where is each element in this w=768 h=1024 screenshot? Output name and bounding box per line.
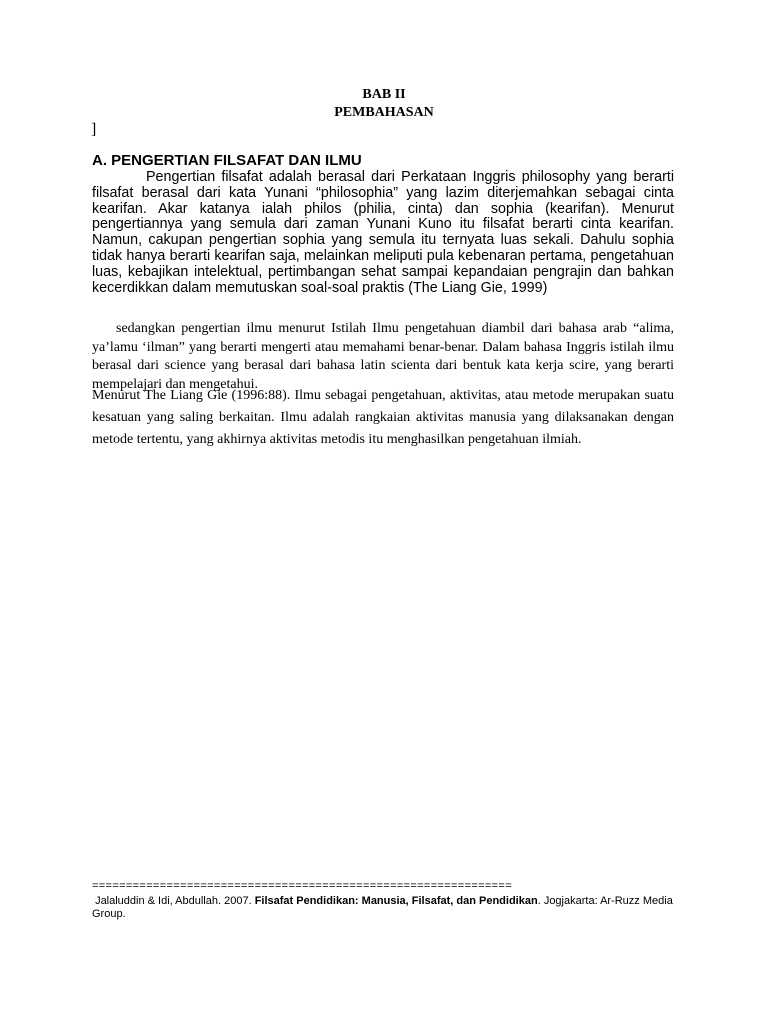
chapter-number: BAB II <box>362 87 406 102</box>
footnote <box>92 895 676 920</box>
paragraph-filsafat: Pengertian filsafat adalah berasal dari Perkataan Inggris philosophy yang berarti filsafat berasal dari kata Yunani “philosophia” yang lazim diterjemahkan sebagai cinta kearifan. Akar katanya ialah philos (philia, cinta) dan sophia (kearifan). Menurut pengertiannya yang semula dari zaman Yunani Kuno itu filsafat berarti cinta kearifan. Namun, cakupan pengertian sophia yang semula itu ternyata luas sekali. Dahulu sophia tidak hanya berarti kearifan saja, melainkan meliputi pula kebenaran pertama, pengetahuan luas, kebajikan intelektual, pertimbangan sehat sampai kepandaian pengrajin dan bahkan kecerdikkan dalam memutuskan soal-soal praktis (The Liang Gie, 1999) <box>92 169 674 296</box>
footnote-author: Jalaluddin & Idi, Abdullah. 2007. <box>95 895 252 907</box>
stray-bracket: ] <box>91 121 97 138</box>
section-heading: A. PENGERTIAN FILSAFAT DAN ILMU <box>92 152 362 169</box>
footnote-separator: ============================================================== <box>92 880 512 892</box>
footnote-book-title: Filsafat Pendidikan: Manusia, Filsafat, dan Pendidikan <box>254 895 538 907</box>
paragraph-the-liang-gie: Menurut The Liang Gie (1996:88). Ilmu sebagai pengetahuan, aktivitas, atau metode merupakan suatu kesatuan yang saling berkaitan. Ilmu adalah rangkaian aktivitas manusia yang dilaksanakan dengan metode tertentu, yang akhirnya aktivitas metodis itu menghasilkan pengetahuan ilmiah. <box>92 388 674 447</box>
paragraph-ilmu: sedangkan pengertian ilmu menurut Istilah Ilmu pengetahuan diambil dari bahasa arab “alima, ya’lamu ‘ilman” yang berarti mengerti atau memahami benar-benar. Dalam bahasa Inggris istilah ilmu berasal dari science yang berasal dari bahasa latin scienta dari bentuk kata kerja scire, yang berarti mempelajari dan mengetahui. <box>92 321 674 392</box>
footnote-publisher: . Jogjakarta: Ar-Ruzz Media Group. <box>92 895 673 920</box>
chapter-title: PEMBAHASAN <box>334 105 434 120</box>
